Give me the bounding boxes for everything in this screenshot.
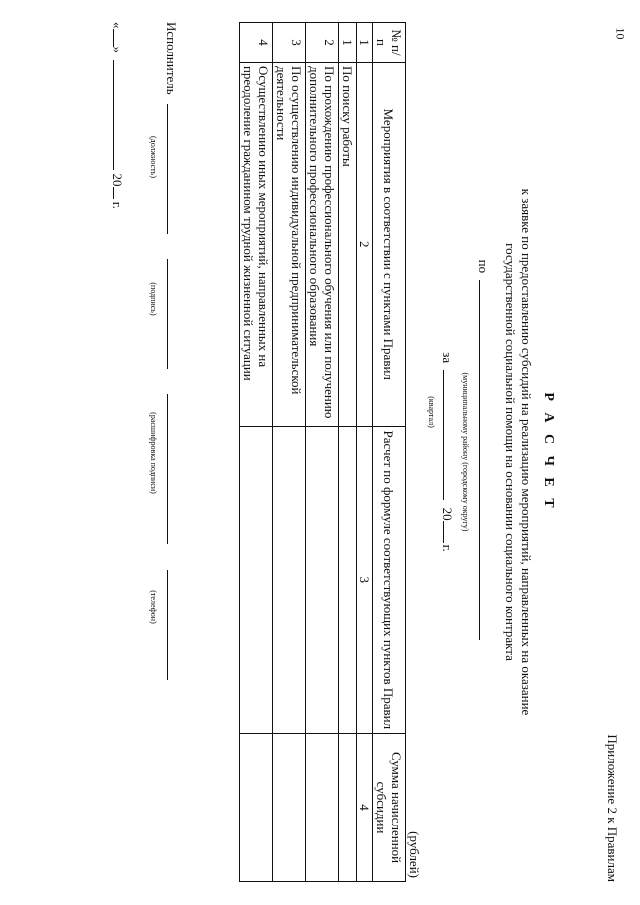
row-sum-cell[interactable]	[306, 734, 339, 882]
month-input-line[interactable]	[113, 60, 126, 170]
table-row	[306, 23, 339, 882]
signature-hint: (подпись)	[149, 282, 158, 316]
region-hint: (муниципальному району (городскому округу)	[461, 372, 470, 532]
executor-signature-block	[149, 22, 180, 882]
column-number: 2	[357, 62, 373, 426]
column-number: 1	[357, 23, 373, 63]
period-year-suffix: г.	[440, 544, 455, 552]
period-prefix: за	[440, 352, 455, 364]
column-number-row	[357, 23, 373, 882]
open-quote: «	[110, 22, 125, 29]
date-year-prefix: 20	[110, 173, 125, 187]
row-number: 4	[240, 23, 273, 63]
document-title: Р А С Ч Е Т	[541, 392, 556, 512]
row-number: 1	[339, 23, 357, 63]
table-header-row	[373, 23, 406, 882]
row-calculation-cell[interactable]	[339, 426, 357, 734]
quarter-hint: (квартал)	[427, 396, 436, 428]
phone-hint: (телефон)	[149, 590, 158, 624]
header-calculation: Расчет по формуле соответствующих пунктов Правил	[373, 426, 406, 734]
region-row	[475, 22, 492, 882]
row-sum-cell[interactable]	[240, 734, 273, 882]
header-number: № п/п	[373, 23, 406, 63]
executor-label: Исполнитель	[164, 22, 179, 95]
signature-decoding-hint: (расшифровка подписи)	[149, 412, 158, 494]
subtitle-line-1: к заявке по предоставлению субсидий на реализацию мероприятий, направленных на оказание	[519, 188, 534, 716]
row-activity: По прохождению профессионального обучения или получению дополнительного профессионального образования	[306, 62, 339, 426]
page-number: 10	[613, 27, 628, 40]
position-input-line[interactable]	[167, 104, 180, 234]
date-year-input-line[interactable]	[113, 187, 126, 199]
row-sum-cell[interactable]	[273, 734, 306, 882]
date-row	[109, 22, 126, 209]
table-row	[240, 23, 273, 882]
period-row	[439, 22, 456, 882]
header-activities: Мероприятия в соответствии с пунктами Правил	[373, 62, 406, 426]
row-number: 3	[273, 23, 306, 63]
signature-decoding-input-line[interactable]	[167, 394, 180, 544]
day-input-line[interactable]	[113, 29, 126, 47]
region-prefix: по	[476, 259, 491, 274]
close-quote: »	[110, 46, 125, 53]
row-number: 2	[306, 23, 339, 63]
subtitle-line-2: государственной социальной помощи на основании социального контракта	[503, 243, 518, 661]
row-sum-cell[interactable]	[339, 734, 357, 882]
date-year-suffix: г.	[110, 201, 125, 209]
quarter-input-line[interactable]	[443, 370, 456, 500]
row-activity: По осуществлению индивидуальной предпринимательской деятельности	[273, 62, 306, 426]
row-calculation-cell[interactable]	[240, 426, 273, 734]
rotated-document-sheet	[20, 22, 620, 882]
row-activity: По поиску работы	[339, 62, 357, 426]
phone-input-line[interactable]	[167, 570, 180, 680]
currency-unit: (рублей)	[407, 831, 422, 878]
header-subsidy-sum: Сумма начисленной субсидии	[373, 734, 406, 882]
row-calculation-cell[interactable]	[273, 426, 306, 734]
calculation-table	[239, 22, 406, 882]
year-input-line[interactable]	[443, 521, 456, 543]
region-input-line[interactable]	[479, 280, 492, 640]
signature-input-line[interactable]	[167, 259, 180, 369]
table-row	[273, 23, 306, 882]
period-year-prefix: 20	[440, 507, 455, 521]
appendix-label: Приложение 2 к Правилам	[605, 734, 620, 882]
position-hint: (должность)	[149, 136, 158, 178]
column-number: 3	[357, 426, 373, 734]
table-row	[339, 23, 357, 882]
document-subtitle	[502, 82, 534, 822]
row-activity: Осуществлению иных мероприятий, направленных на преодоление гражданином трудной жизненной ситуации	[240, 62, 273, 426]
column-number: 4	[357, 734, 373, 882]
row-calculation-cell[interactable]	[306, 426, 339, 734]
